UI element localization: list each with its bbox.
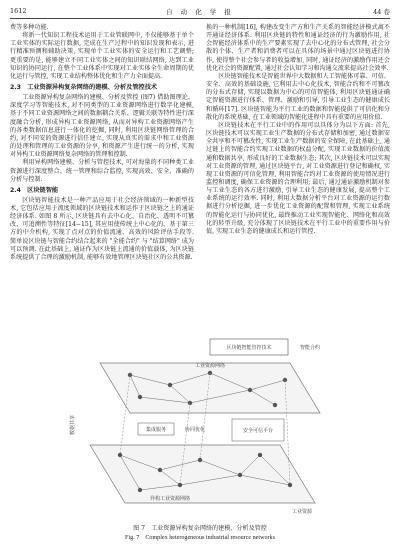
journal-title: 自 动 化 学 报	[166, 8, 234, 16]
paragraph: 工业资源异构复杂网络的建模、分析及管控 (图7) 借助图理论、深度学习等智能技术, 对不同类型的工业资源网络进行数字化建模, 基于不同工业资源网络之间的数据耦合关系、逻辑关联等特性进行深度融合分析, 形成异构工业资源网络, 从而对异构工业资源网络产生的各类数据信息进行一体化的挖掘, 同时, 利用区块链网络管理的合约, 对不同安的资源进行信任建立, 实现从真实的需求中和工业资源的处理和管理的工业资源的分享, 和资源产生进行统一的分析, 实现对异构工业资源网络复杂网络的管理和控制.	[10, 94, 194, 159]
paragraph: 费等多种功能.	[10, 24, 49, 31]
network-diagram	[60, 335, 350, 520]
volume-label: 44 卷	[373, 8, 390, 16]
paragraph: 区块链智能技术是智能世界中大数据和人工智能体可靠、可信、安全、高效的基础设施, 它利用去中心化技术, 智能合约和不可篡改的分布式存储, 实现以数据为中心的可信智能体, 利用区块链通证确定智能资源进行体系、管理、激励和引导, 引导工业生态的健康成长和循环[17]. 区块链智能为平行工业的数据和智能提供了可信化和分散化的系统基础, 在工业领域的智能化进程中具有重要的应用价值.	[206, 72, 390, 121]
right-column	[206, 24, 390, 236]
top-right-label: 智能合约	[300, 345, 321, 351]
lower-network-plane	[90, 445, 315, 503]
figure-caption-zh: 图 7 工业资源异构复杂网络的建模、分析及管控	[133, 525, 267, 532]
paragraph: 换的一种机制[16], 构建改变生产方和生产关系的智能经济模式离不开通证经济体系. 利用区块链的特性和通证经济的行为激励作用, 社会智能经济体系中的生产要素实现了去中心化的分布式管理, 社会分散的个体、生产者和消费者可以在具体的场景中通过区块链进行协作, 使得整个社会参与者的收益增加, 同时, 通证经济的激励作用还会优化社会的资源配置, 通过社会认知学习和沟通交流来提高社会效率.	[206, 24, 390, 72]
paragraph: 将新一代知识工程技术运用于工业管联网中, 不仅能够基于单个工业实体的实际运行数据, 完成在生产过程中的知识发现和表示, 进行精准预测和辅助决策, 实现单个工业实体的安全运行和工艺调整; 更重要的是, 能够建立不同工业实体之间的知识联结网络, 达到工业知识的协同运行, 在整个工业体系中实现对工业实体全生命周期的优化运行与管控, 实现工业结构整体优化和生产力全面提高.	[10, 32, 194, 80]
upper-network-plane	[100, 363, 320, 413]
page-number: 1612	[10, 7, 27, 15]
page-header	[10, 6, 390, 18]
bottom-right-label: 工业资源	[292, 509, 313, 515]
mid-label: 协同优化	[185, 427, 206, 433]
safety-label: 安全可信平台	[242, 428, 274, 434]
section-heading: 2.3 工业资源异构复杂网络的建模、分析及管控技术	[10, 84, 158, 92]
paragraph: 区块链智能技术是一种产品应用于社会经济领域的一种新型技术, 它包括应用于流度领域的区块链技术和运作于区块链之上的通证经济体系. 如图 8 所示, 区块链具有去中心化、自治化、透明不可篡改、可追溯性等特征[14−15], 其应用使传统上中心化的、基于第三方的中介机构, 实现了点对点的价值流通、高效的风险评估手段等. 简单说区块链与智能合约结合起来的 "全能合约" 与 "结算网络" 成为可以预测. 在此基础上, 通证作为区块链上流通的价值载体, 为区块链系统提供了合理的激励机制, 能够有效地管理区块链社区的公共资源.	[10, 196, 194, 261]
header-rule	[10, 18, 390, 19]
lower-plane-label: 异构工业资源网络	[149, 496, 191, 502]
network-figure	[60, 335, 350, 520]
upper-plane-label: 工业资源网络	[194, 363, 226, 369]
paragraph: 区块链技术在平行工业中的作用可以具体分为以下方面: 首先, 区块链技术可以实现工业生产数据的分布式存储和加密, 通过数据安全共享和不可篡改性, 实现工业生产数据的安全保障, 在此基础上, 通过链上的智能合约实现工业数据的权益分配, 实现工业数据的价值流通和数据共享, 形成良好的工业数据生态; 其次, 区块链技术可以实现对工业资源的管理, 通过区块链平台, 对工业资源进行登记和确权, 实现工业资源的可信化管理, 利用智能合约对工业资源的使用情况进行监控和调度, 确保工业资源的合理利用; 最后, 通过通证激励机制对参与工业生态的各方进行激励, 引导工业生态的健康发展, 提高整个工业系统的运行效率. 同时, 利用大数据分析平台对工业资源的运行数据进行分析挖掘, 进一步优化工业资源的配置和管理, 实现工业系统的智能化运行与协同优化, 最终推动工业实现智能化、网络化和高效化的转型升级, 充分体现了区块链技术在平行工业中的重要作用与价值, 实现工业生态的健康成长和运行管控.	[206, 121, 390, 235]
left-column	[10, 24, 194, 262]
top-box-label: 区块链智能管控技术	[226, 345, 272, 351]
section-heading: 2.4 区块链智能	[10, 186, 59, 194]
left-vertical-label: 数据共享	[70, 414, 76, 435]
paragraph: 利用异构网络建模、分析与管控技术, 可对海量的不同种类工业资源进行深度整合、统一管理和综合监控, 实现高效、安全、准确的分析与控制.	[10, 159, 194, 183]
side-label: 集成服务	[145, 427, 167, 433]
figure-caption-en: Fig. 7 Complex heterogeneous industrial resource networks	[125, 535, 275, 541]
